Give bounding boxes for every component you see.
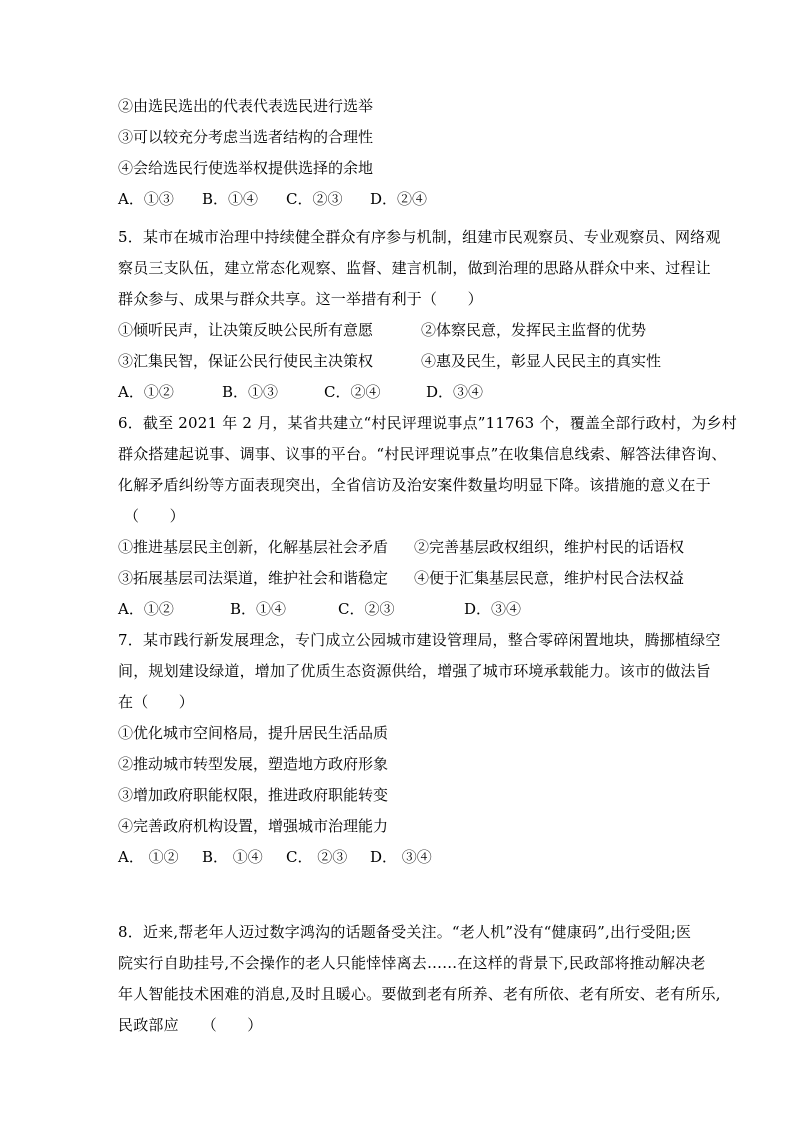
q4-choice-d: D．②④ xyxy=(370,190,428,208)
q5-items-row-1 xyxy=(118,320,678,340)
q6-choice-a: A．①② xyxy=(118,600,174,618)
q5-option-1: ①倾听民声，让决策反映公民所有意愿 xyxy=(118,321,374,339)
q6-items-row-1 xyxy=(118,537,685,557)
q5-stem-line-3: 群众参与、成果与群众共享。这一举措有利于（ ） xyxy=(118,290,483,308)
q6-option-2: ②完善基层政权组织，维护村民的话语权 xyxy=(414,538,685,556)
q5-option-2: ②体察民意，发挥民主监督的优势 xyxy=(421,321,647,339)
q8-stem-line-2: 院实行自助挂号,不会操作的老人只能悻悻离去……在这样的背景下,民政部将推动解决老 xyxy=(118,954,706,972)
q7-option-4: ④完善政府机构设置，增强城市治理能力 xyxy=(118,817,389,835)
q6-choice-b: B．①④ xyxy=(230,600,287,618)
q7-stem-line-2: 间，规划建设绿道，增加了优质生态资源供给，增强了城市环境承载能力。该市的做法旨 xyxy=(118,662,711,680)
q8-stem-line-1: 8．近来,帮老年人迈过数字鸿沟的话题备受关注。“老人机”没有“健康码”,出行受阻;医 xyxy=(118,923,692,941)
q6-option-3: ③拓展基层司法渠道，维护社会和谐稳定 xyxy=(118,569,389,587)
q5-stem-line-2: 察员三支队伍，建立常态化观察、监督、建言机制，做到治理的思路从群众中来、过程让 xyxy=(118,259,711,277)
q7-option-3: ③增加政府职能权限，推进政府职能转变 xyxy=(118,786,389,804)
q6-stem-line-1: 6．截至 2021 年 2 月，某省共建立“村民评理说事点”11763 个，覆盖全部行政村，为乡村 xyxy=(118,414,737,432)
q6-stem-line-2: 群众搭建起说事、调事、议事的平台。“村民评理说事点”在收集信息线索、解答法律咨询、 xyxy=(118,445,727,463)
q6-choice-d: D．③④ xyxy=(464,600,522,618)
q7-choice-c: C． ②③ xyxy=(286,848,348,866)
q7-stem-line-3: 在（ ） xyxy=(118,693,195,711)
q4-option-3: ③可以较充分考虑当选者结构的合理性 xyxy=(118,128,374,146)
q6-stem-line-3: 化解矛盾纠纷等方面表现突出，全省信访及治安案件数量均明显下降。该措施的意义在于 xyxy=(118,476,711,494)
q6-choices xyxy=(118,599,678,619)
q4-option-2: ②由选民选出的代表代表选民进行选举 xyxy=(118,97,374,115)
q7-option-1: ①优化城市空间格局，提升居民生活品质 xyxy=(118,724,389,742)
q4-choice-a: A．①③ xyxy=(118,190,174,208)
q6-stem-line-4: （ ） xyxy=(124,507,185,525)
q4-choices xyxy=(118,189,678,209)
q6-items-row-2 xyxy=(118,568,685,588)
q5-choice-c: C．②④ xyxy=(324,383,381,401)
q5-choice-b: B．①③ xyxy=(222,383,279,401)
q7-stem-line-1: 7．某市践行新发展理念，专门成立公园城市建设管理局，整合零碎闲置地块，腾挪植绿空 xyxy=(118,631,721,649)
q4-option-4: ④会给选民行使选举权提供选择的余地 xyxy=(118,159,374,177)
q7-option-2: ②推动城市转型发展，塑造地方政府形象 xyxy=(118,755,389,773)
q5-choice-a: A．①② xyxy=(118,383,174,401)
q7-choice-b: B． ①④ xyxy=(202,848,263,866)
q6-option-1: ①推进基层民主创新，化解基层社会矛盾 xyxy=(118,538,389,556)
q4-choice-b: B．①④ xyxy=(202,190,259,208)
q5-items-row-2 xyxy=(118,351,678,371)
q8-stem-line-4: 民政部应 （ ） xyxy=(118,1016,263,1034)
q8-stem-line-3: 年人智能技术困难的消息,及时且暖心。要做到老有所养、老有所依、老有所安、老有所乐, xyxy=(118,985,721,1003)
q5-choice-d: D．③④ xyxy=(426,383,484,401)
q6-choice-c: C．②③ xyxy=(338,600,395,618)
q5-option-3: ③汇集民智，保证公民行使民主决策权 xyxy=(118,352,374,370)
q5-stem-line-1: 5．某市在城市治理中持续健全群众有序参与机制，组建市民观察员、专业观察员、网络观 xyxy=(118,228,721,246)
q6-option-4: ④便于汇集基层民意，维护村民合法权益 xyxy=(414,569,685,587)
q4-choice-c: C．②③ xyxy=(286,190,343,208)
q7-choices xyxy=(118,847,678,867)
q7-choice-d: D． ③④ xyxy=(370,848,432,866)
q5-choices xyxy=(118,382,678,402)
q7-choice-a: A． ①② xyxy=(118,848,179,866)
q5-option-4: ④惠及民生，彰显人民民主的真实性 xyxy=(421,352,662,370)
